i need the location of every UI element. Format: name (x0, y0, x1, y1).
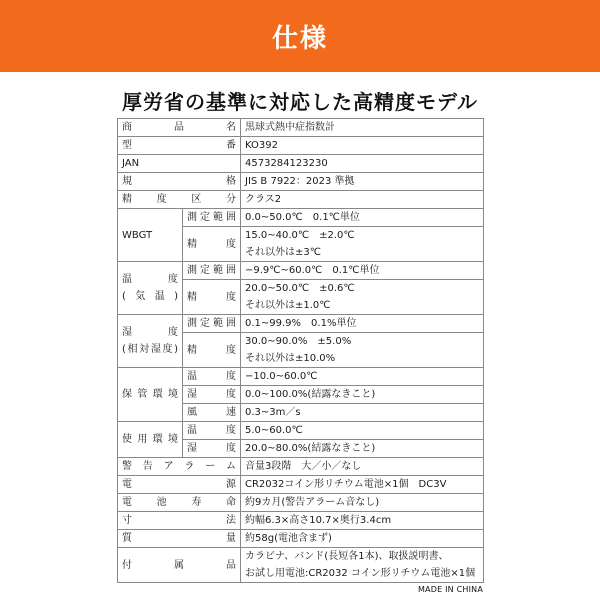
row-label: 精度区分 (118, 191, 241, 209)
row-value: 5.0~60.0℃ (241, 422, 484, 440)
table-row (118, 368, 484, 386)
row-label: 警告アラーム (118, 458, 241, 476)
temp-label (118, 262, 183, 315)
row-value: CR2032コイン形リチウム電池×1個 DC3V (241, 476, 484, 494)
value-line: 15.0~40.0℃ ±2.0℃ (245, 230, 355, 241)
usage-label: 使用環境 (118, 422, 183, 458)
value-line: 30.0~90.0% ±5.0% (245, 336, 352, 347)
made-in-label: MADE IN CHINA (417, 585, 483, 594)
spec-table (117, 118, 484, 583)
row-value: −10.0~60.0℃ (241, 368, 484, 386)
sub-label: 精度 (183, 227, 241, 262)
row-value: クラス2 (241, 191, 484, 209)
row-value: −9.9℃~60.0℃ 0.1℃単位 (241, 262, 484, 280)
row-value: 20.0~80.0%(結露なきこと) (241, 440, 484, 458)
table-row (118, 548, 484, 583)
row-label: 付属品 (118, 548, 241, 583)
row-value (241, 227, 484, 262)
row-label: JAN (118, 155, 241, 173)
sub-label: 測定範囲 (183, 209, 241, 227)
row-label: 商品名 (118, 119, 241, 137)
sub-label: 風速 (183, 404, 241, 422)
page-subtitle: 厚労省の基準に対応した高精度モデル (122, 90, 478, 114)
row-value (241, 280, 484, 315)
row-value: 約9カ月(警告アラーム音なし) (241, 494, 484, 512)
value-line: それ以外は±3℃ (245, 247, 321, 258)
table-row (118, 137, 484, 155)
table-row (118, 530, 484, 548)
row-label: 電池寿命 (118, 494, 241, 512)
humidity-label (118, 315, 183, 368)
row-label: 電源 (118, 476, 241, 494)
storage-label: 保管環境 (118, 368, 183, 422)
sub-label: 湿度 (183, 386, 241, 404)
table-row (118, 173, 484, 191)
sub-label: 温度 (183, 422, 241, 440)
value-line: お試し用電池:CR2032 コイン形リチウム電池×1個 (245, 568, 476, 579)
table-row (118, 512, 484, 530)
banner-title: 仕様 (271, 23, 328, 54)
row-label: 質量 (118, 530, 241, 548)
value-line: カラビナ、バンド(長短各1本)、取扱説明書、 (245, 551, 449, 562)
wbgt-label: WBGT (118, 209, 183, 262)
value-line: 20.0~50.0℃ ±0.6℃ (245, 283, 355, 294)
row-value: 0.0~100.0%(結露なきこと) (241, 386, 484, 404)
row-value: KO392 (241, 137, 484, 155)
value-line: それ以外は±1.0℃ (245, 300, 331, 311)
label-line: (気温) (122, 291, 178, 302)
row-value: 黒球式熱中症指数計 (241, 119, 484, 137)
row-value: JIS B 7922：2023 準拠 (241, 173, 484, 191)
table-row (118, 494, 484, 512)
table-row (118, 209, 484, 227)
row-value: 0.0~50.0℃ 0.1℃単位 (241, 209, 484, 227)
table-row (118, 191, 484, 209)
label-line: 湿度 (122, 327, 178, 338)
table-row (118, 422, 484, 440)
table-row (118, 315, 484, 333)
row-label: 規格 (118, 173, 241, 191)
table-row (118, 119, 484, 137)
table-row (118, 155, 484, 173)
value-line: それ以外は±10.0% (245, 353, 336, 364)
sub-label: 測定範囲 (183, 315, 241, 333)
table-row (118, 476, 484, 494)
row-value: 0.3~3m／s (241, 404, 484, 422)
row-value (241, 333, 484, 368)
table-row (118, 458, 484, 476)
sub-label: 精度 (183, 280, 241, 315)
row-label: 寸法 (118, 512, 241, 530)
sub-label: 測定範囲 (183, 262, 241, 280)
row-value: 4573284123230 (241, 155, 484, 173)
sub-label: 湿度 (183, 440, 241, 458)
label-line: (相対湿度) (122, 344, 178, 355)
row-value (241, 548, 484, 583)
table-row (118, 262, 484, 280)
row-value: 約58g(電池含まず) (241, 530, 484, 548)
sub-label: 精度 (183, 333, 241, 368)
header-banner (0, 0, 600, 72)
row-value: 約幅6.3×高さ10.7×奥行3.4cm (241, 512, 484, 530)
sub-label: 温度 (183, 368, 241, 386)
row-value: 音量3段階 大／小／なし (241, 458, 484, 476)
row-label: 型番 (118, 137, 241, 155)
row-value: 0.1~99.9% 0.1%単位 (241, 315, 484, 333)
label-line: 温度 (122, 274, 178, 285)
